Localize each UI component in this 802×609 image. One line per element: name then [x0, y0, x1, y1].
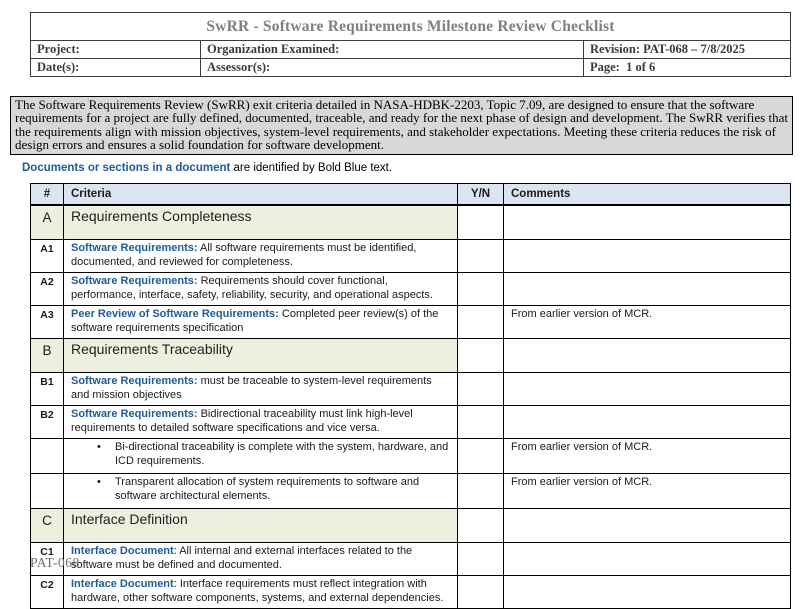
section-title-cell: Interface Definition [64, 509, 458, 543]
yn-cell [458, 339, 504, 373]
criteria-row [31, 406, 791, 439]
comment-cell [504, 373, 791, 406]
criteria-lead-text: Peer Review of Software Requirements: [71, 308, 279, 320]
comment-cell [504, 543, 791, 576]
dates-label: Date(s): [31, 59, 201, 77]
criteria-row [31, 576, 791, 609]
column-header-criteria: Criteria [64, 184, 458, 206]
revision-label: Revision: PAT-068 – 7/8/2025 [584, 41, 791, 59]
legend-line [22, 162, 392, 174]
comment-cell: From earlier version of MCR. [504, 439, 791, 474]
bullet-line [71, 441, 450, 468]
row-id-cell: A1 [31, 240, 64, 273]
comment-cell [504, 576, 791, 609]
checklist-table-body [31, 205, 791, 609]
comment-cell [504, 240, 791, 273]
criteria-cell [64, 576, 458, 609]
column-header-comments: Comments [504, 184, 791, 206]
yn-cell [458, 474, 504, 509]
comment-cell: From earlier version of MCR. [504, 474, 791, 509]
criteria-cell [64, 439, 458, 474]
criteria-row [31, 543, 791, 576]
legend-suffix: are identified by Bold Blue text. [230, 162, 393, 174]
bullet-icon: • [97, 476, 101, 488]
yn-cell [458, 509, 504, 543]
criteria-row [31, 306, 791, 339]
yn-cell [458, 406, 504, 439]
comment-cell [504, 339, 791, 373]
criteria-cell [64, 240, 458, 273]
yn-cell [458, 439, 504, 474]
section-title-cell: Requirements Completeness [64, 205, 458, 240]
criteria-body-text: Bidirectional traceability must link high-level requirements to detailed software specifications and vice versa. [71, 408, 413, 434]
yn-cell [458, 373, 504, 406]
yn-cell [458, 576, 504, 609]
criteria-lead-text: Interface Document [71, 545, 174, 557]
section-row [31, 205, 791, 240]
criteria-cell [64, 273, 458, 306]
row-id-cell: A2 [31, 273, 64, 306]
criteria-body-text: : All internal and external interfaces related to the software must be defined and documented. [71, 545, 413, 571]
document-header-table [30, 12, 791, 77]
bullet-line [71, 476, 450, 503]
bullet-icon: • [97, 441, 101, 453]
yn-cell [458, 306, 504, 339]
comment-cell [504, 205, 791, 240]
criteria-lead-text: Software Requirements: [71, 242, 198, 254]
header-meta-row-2 [31, 59, 791, 77]
bullet-text: Transparent allocation of system requirements to software and software architectural elements. [115, 476, 420, 502]
criteria-lead-text: Software Requirements: [71, 375, 198, 387]
yn-cell [458, 273, 504, 306]
row-id-cell [31, 474, 64, 509]
criteria-row [31, 273, 791, 306]
project-label: Project: [31, 41, 201, 59]
criteria-body-text: Requirements should cover functional, performance, interface, safety, reliability, security, and operational aspects. [71, 275, 433, 301]
criteria-body-text: Completed peer review(s) of the software requirements specification [71, 308, 439, 334]
row-id-cell: A [31, 205, 64, 240]
row-id-cell: B1 [31, 373, 64, 406]
document-footer-id: PAT-068 [30, 555, 80, 570]
row-id-cell: C2 [31, 576, 64, 609]
legend-bold-blue-text: Documents or sections in a document [22, 162, 231, 174]
organization-examined-label: Organization Examined: [201, 41, 584, 59]
row-id-cell: C1 [31, 543, 64, 576]
criteria-cell [64, 406, 458, 439]
criteria-cell [64, 474, 458, 509]
bullet-row [31, 474, 791, 509]
page-number-label: Page: 1 of 6 [584, 59, 791, 77]
criteria-body-text: : Interface requirements must reflect integration with hardware, other software components, systems, and external dependencies. [71, 578, 444, 604]
comment-cell [504, 273, 791, 306]
checklist-table [30, 183, 791, 609]
criteria-cell [64, 306, 458, 339]
row-id-cell: B [31, 339, 64, 373]
comment-cell [504, 509, 791, 543]
comment-cell: From earlier version of MCR. [504, 306, 791, 339]
row-id-cell: A3 [31, 306, 64, 339]
criteria-row [31, 240, 791, 273]
criteria-row [31, 373, 791, 406]
yn-cell [458, 205, 504, 240]
yn-cell [458, 240, 504, 273]
row-id-cell [31, 439, 64, 474]
criteria-lead-text: Software Requirements: [71, 275, 198, 287]
bullet-row [31, 439, 791, 474]
checklist-header-row [31, 184, 791, 206]
section-title-cell: Requirements Traceability [64, 339, 458, 373]
criteria-body-text: must be traceable to system-level requirements and mission objectives [71, 375, 432, 401]
comment-cell [504, 406, 791, 439]
yn-cell [458, 543, 504, 576]
header-meta-row-1 [31, 41, 791, 59]
section-row [31, 509, 791, 543]
bullet-text: Bi-directional traceability is complete with the system, hardware, and ICD requirements. [115, 441, 449, 467]
column-header-yn: Y/N [458, 184, 504, 206]
header-title-row [31, 13, 791, 41]
criteria-lead-text: Software Requirements: [71, 408, 198, 420]
document-title: SwRR - Software Requirements Milestone Review Checklist [31, 13, 791, 41]
criteria-cell [64, 543, 458, 576]
assessor-label: Assessor(s): [201, 59, 584, 77]
row-id-cell: B2 [31, 406, 64, 439]
intro-paragraph: The Software Requirements Review (SwRR) exit criteria detailed in NASA-HDBK-2203, Topic 7.09, are designed to ensure that the software requirements for a project are fully defined, documented, traceable, and ready for the next phase of design and development. The SwRR verifies that the requirements align with mission objectives, system-level requirements, and stakeholder expectations. Meeting these criteria reduces the risk of design errors and ensures a solid foundation for software development. [10, 96, 793, 155]
criteria-body-text: All software requirements must be identified, documented, and reviewed for completeness. [71, 242, 417, 268]
criteria-cell [64, 373, 458, 406]
row-id-cell: C [31, 509, 64, 543]
criteria-lead-text: Interface Document [71, 578, 174, 590]
section-row [31, 339, 791, 373]
column-header-num: # [31, 184, 64, 206]
